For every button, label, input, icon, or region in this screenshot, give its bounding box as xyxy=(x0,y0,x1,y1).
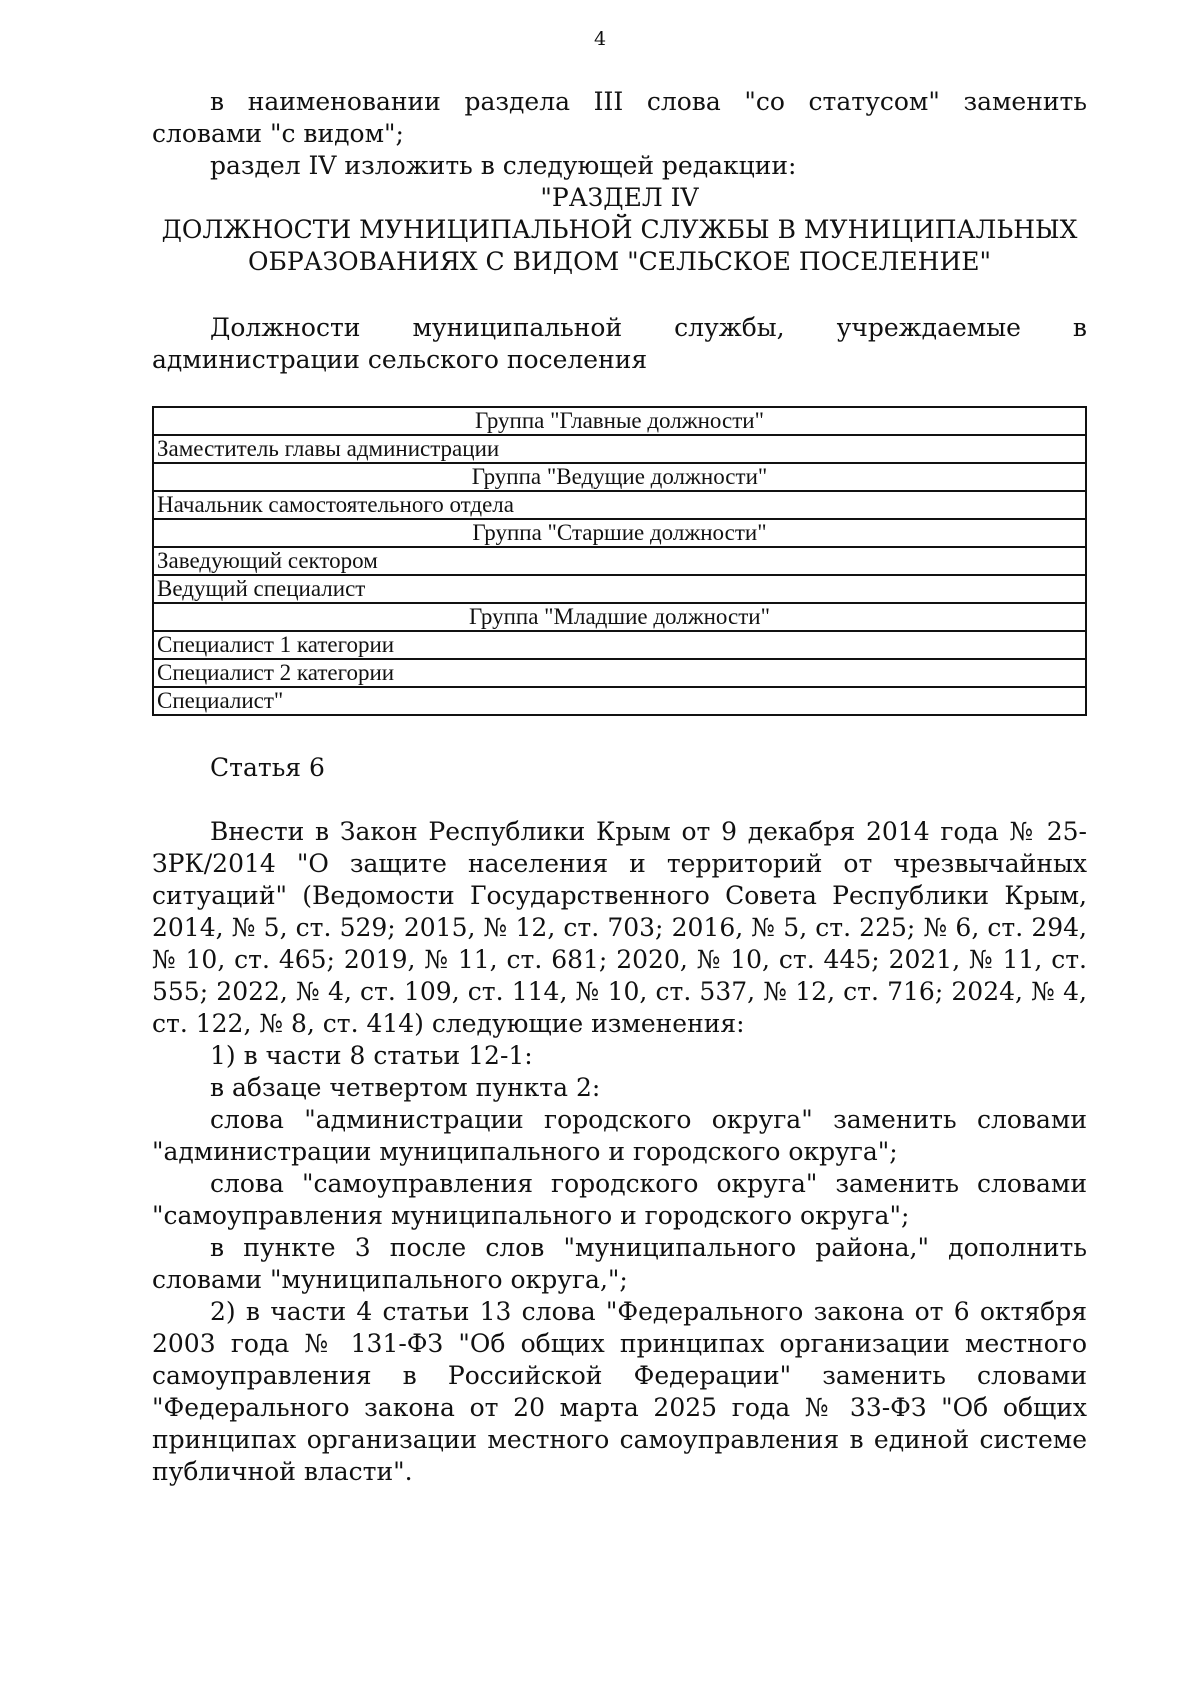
table-row xyxy=(153,687,1086,715)
section-heading-line-1: ДОЛЖНОСТИ МУНИЦИПАЛЬНОЙ СЛУЖБЫ В МУНИЦИПАЛЬНЫХ xyxy=(161,215,1078,244)
table-position-cell: Специалист" xyxy=(153,687,1086,715)
table-position-cell: Ведущий специалист xyxy=(153,575,1086,603)
table-position-cell: Специалист 1 категории xyxy=(153,631,1086,659)
table-row xyxy=(153,463,1086,491)
section-heading xyxy=(152,182,1087,278)
section-heading-line-2: ОБРАЗОВАНИЯХ С ВИДОМ "СЕЛЬСКОЕ ПОСЕЛЕНИЕ" xyxy=(247,247,992,276)
section-title: "РАЗДЕЛ IV xyxy=(540,183,699,212)
table-group-cell: Группа "Главные должности" xyxy=(153,407,1086,435)
article-paragraph: 1) в части 8 статьи 12-1: xyxy=(210,1041,533,1070)
table-row xyxy=(153,659,1086,687)
table-position-cell: Заведующий сектором xyxy=(153,547,1086,575)
table-row xyxy=(153,491,1086,519)
table-row xyxy=(153,547,1086,575)
amendment-paragraph-2: раздел IV изложить в следующей редакции: xyxy=(210,151,797,180)
table-group-cell: Группа "Младшие должности" xyxy=(153,603,1086,631)
article-paragraph: слова "администрации городского округа" заменить словами "администрации муниципального и городского округа"; xyxy=(152,1105,1087,1166)
article-paragraph: 2) в части 4 статьи 13 слова "Федерального закона от 6 октября 2003 года № 131-ФЗ "Об общих принципах организации местного самоуправления в Российской Федерации" заменить словами "Федерального закона от 20 марта 2025 года № 33-ФЗ "Об общих принципах организации местного самоуправления в единой системе публичной власти". xyxy=(152,1297,1087,1486)
table-position-cell: Начальник самостоятельного отдела xyxy=(153,491,1086,519)
section-intro: Должности муниципальной службы, учреждаемые в администрации сельского поселения xyxy=(152,313,1087,374)
table-row xyxy=(153,631,1086,659)
article-paragraph: Внести в Закон Республики Крым от 9 декабря 2014 года № 25-ЗРК/2014 "О защите населения и территорий от чрезвычайных ситуаций" (Ведомости Государственного Совета Республики Крым, 2014, № 5, ст. 529; 2015, № 12, ст. 703; 2016, № 5, ст. 225; № 6, ст. 294, № 10, ст. 465; 2019, № 11, ст. 681; 2020, № 10, ст. 445; 2021, № 11, ст. 555; 2022, № 4, ст. 109, ст. 114, № 10, ст. 537, № 12, ст. 716; 2024, № 4, ст. 122, № 8, ст. 414) следующие изменения: xyxy=(152,817,1087,1038)
table-group-cell: Группа "Ведущие должности" xyxy=(153,463,1086,491)
article-paragraph: слова "самоуправления городского округа" заменить словами "самоуправления муниципального и городского округа"; xyxy=(152,1169,1087,1230)
page-number: 4 xyxy=(593,28,607,50)
table-position-cell: Специалист 2 категории xyxy=(153,659,1086,687)
document-body xyxy=(152,86,1087,1488)
article-paragraph: в пункте 3 после слов "муниципального района," дополнить словами "муниципального округа,"; xyxy=(152,1233,1087,1294)
table-position-cell: Заместитель главы администрации xyxy=(153,435,1086,463)
table-row xyxy=(153,575,1086,603)
positions-table xyxy=(152,406,1087,716)
article-title: Статья 6 xyxy=(210,753,325,782)
table-row xyxy=(153,603,1086,631)
table-row xyxy=(153,407,1086,435)
article-body xyxy=(152,816,1087,1488)
article-paragraph: в абзаце четвертом пункта 2: xyxy=(210,1073,601,1102)
table-row xyxy=(153,435,1086,463)
amendment-paragraph-1: в наименовании раздела III слова "со статусом" заменить словами "с видом"; xyxy=(152,87,1087,148)
table-row xyxy=(153,519,1086,547)
table-group-cell: Группа "Старшие должности" xyxy=(153,519,1086,547)
